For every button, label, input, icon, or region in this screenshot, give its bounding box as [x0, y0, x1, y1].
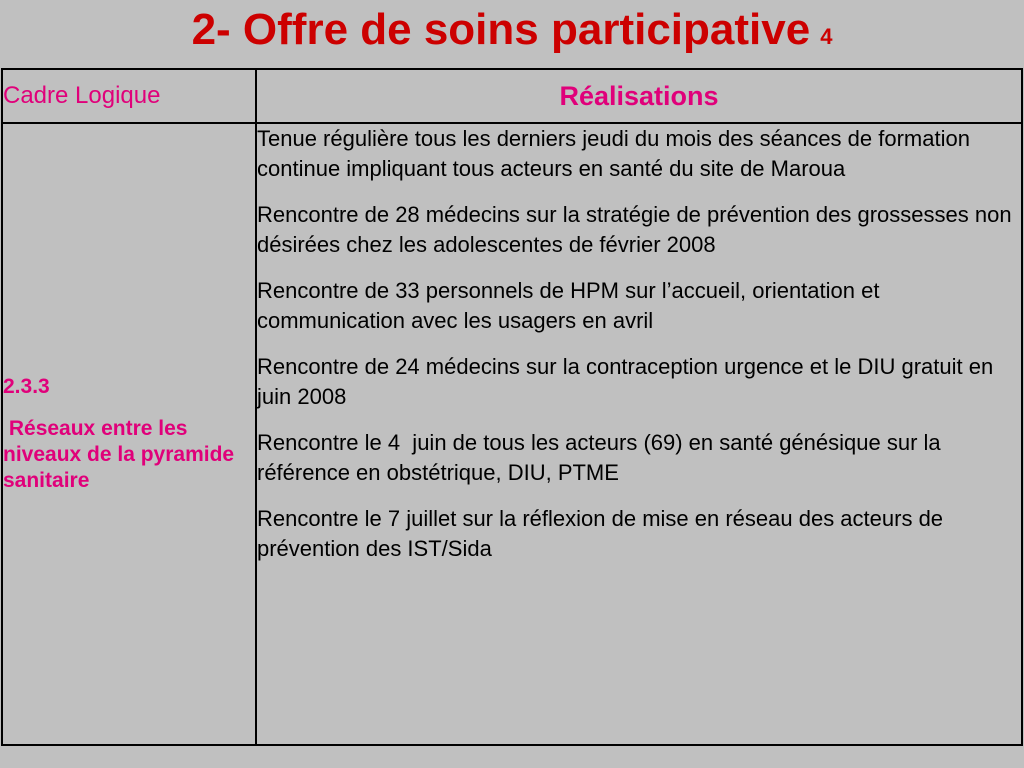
realisation-item: Rencontre le 4 juin de tous les acteurs (69) en santé génésique sur la référence en obstétrique, DIU, PTME [257, 430, 947, 485]
cadre-code: 2.3.3 [3, 375, 50, 398]
header-realisations: Réalisations [256, 69, 1022, 123]
cadre-label: Réseaux entre les niveaux de la pyramide sanitaire [3, 417, 240, 492]
realisation-item: Rencontre de 24 médecins sur la contraception urgence et le DIU gratuit en juin 2008 [257, 354, 1000, 409]
cadre-logique-cell [2, 123, 256, 745]
realisation-item: Rencontre de 33 personnels de HPM sur l’accueil, orientation et communication avec les usagers en avril [257, 278, 886, 333]
table-row [2, 123, 1022, 745]
realisations-table [1, 68, 1023, 746]
table-header-row [2, 69, 1022, 123]
realisations-cell [256, 123, 1022, 745]
slide-title [0, 4, 1024, 63]
header-cadre-logique: Cadre Logique [2, 69, 256, 123]
realisation-item: Tenue régulière tous les derniers jeudi du mois des séances de formation continue impliquant tous acteurs en santé du site de Maroua [257, 126, 977, 181]
slide-number: 4 [820, 24, 833, 49]
realisation-item: Rencontre de 28 médecins sur la stratégie de prévention des grossesses non désirées chez les adolescentes de février 2008 [257, 202, 1018, 257]
realisation-item: Rencontre le 7 juillet sur la réflexion de mise en réseau des acteurs de prévention des IST/Sida [257, 506, 950, 561]
slide-title-text: 2- Offre de soins participative [191, 5, 811, 54]
